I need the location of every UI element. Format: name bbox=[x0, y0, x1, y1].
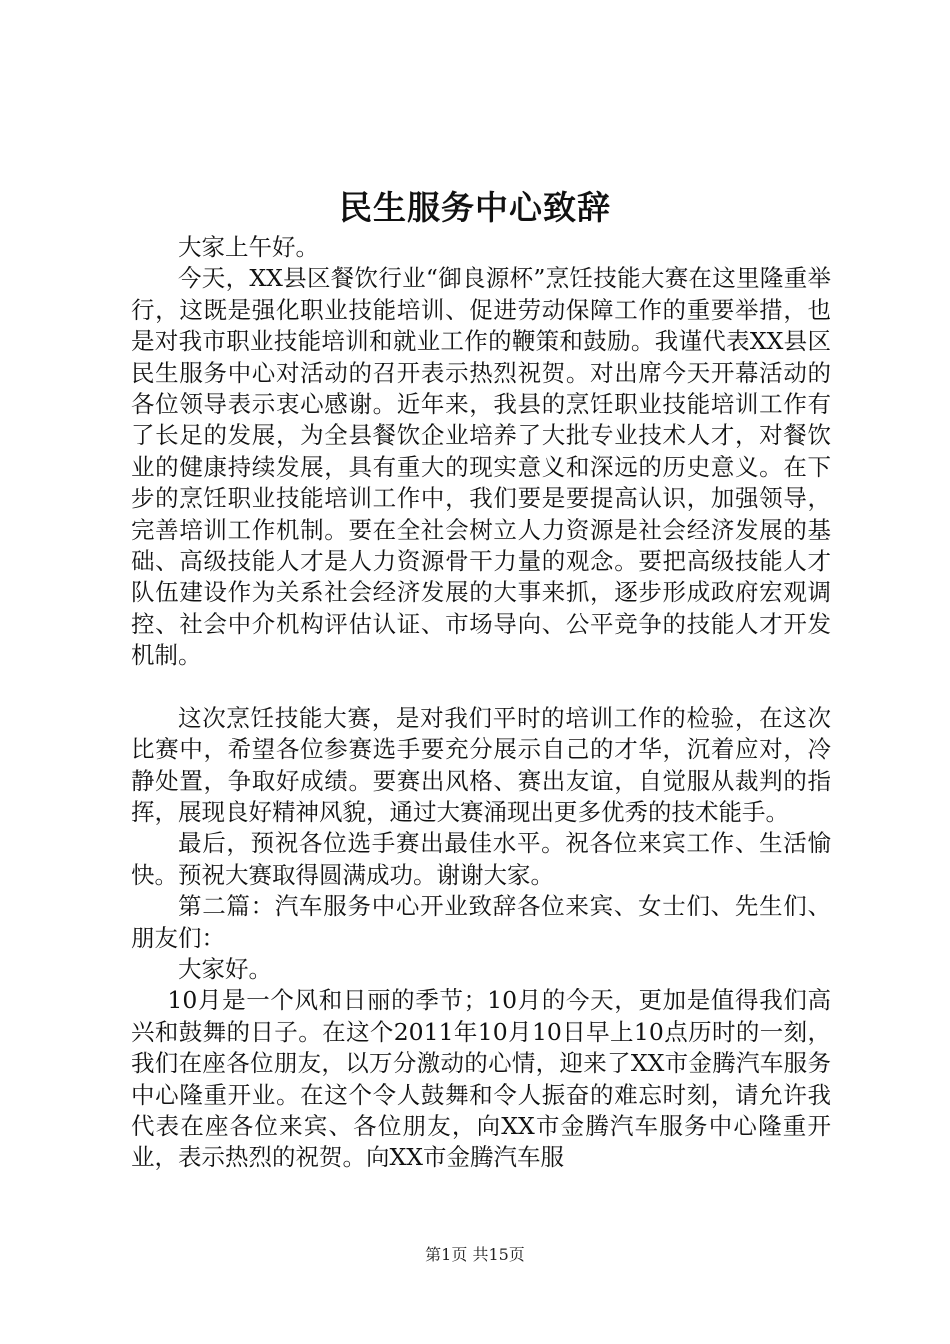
paragraph-closing-wishes: 最后，预祝各位选手赛出最佳水平。祝各位来宾工作、生活愉快。预祝大赛取得圆满成功。谢谢大家。 bbox=[131, 829, 831, 889]
paragraph-second-greeting: 大家好。 bbox=[178, 954, 272, 983]
paragraph-greeting: 大家上午好。 bbox=[178, 233, 319, 261]
document-body bbox=[131, 232, 831, 1174]
paragraph-opening-ceremony: 10月是一个风和日丽的季节；10月的今天，更加是值得我们高兴和鼓舞的日子。在这个2011年10月10日早上10点历时的一刻，我们在座各位朋友，以万分激动的心情，迎来了XX市金腾汽车服务中心隆重开业。在这个令人鼓舞和令人振奋的难忘时刻，请允许我代表在座各位来宾、各位朋友，向XX市金腾汽车服务中心隆重开业，表示热烈的祝贺。向XX市金腾汽车服 bbox=[131, 986, 831, 1172]
document-title: 民生服务中心致辞 bbox=[339, 188, 611, 227]
paragraph-competition: 这次烹饪技能大赛，是对我们平时的培训工作的检验，在这次比赛中，希望各位参赛选手要充分展示自己的才华，沉着应对，冷静处置，争取好成绩。要赛出风格、赛出友谊，自觉服从裁判的指挥，展现良好精神风貌，通过大赛涌现出更多优秀的技术能手。 bbox=[131, 703, 831, 826]
page-number-footer: 第1页 共15页 bbox=[425, 1245, 525, 1264]
paragraph-second-article-heading: 第二篇：汽车服务中心开业致辞各位来宾、女士们、先生们、朋友们： bbox=[131, 892, 831, 952]
paragraph-opening-remarks: 今天，XX县区餐饮行业“御良源杯”烹饪技能大赛在这里隆重举行，这既是强化职业技能培训、促进劳动保障工作的重要举措，也是对我市职业技能培训和就业工作的鞭策和鼓励。我谨代表XX县区民生服务中心对活动的召开表示热烈祝贺。对出席今天开幕活动的各位领导表示衷心感谢。近年来，我县的烹饪职业技能培训工作有了长足的发展，为全县餐饮企业培养了大批专业技术人才，对餐饮业的健康持续发展，具有重大的现实意义和深远的历史意义。在下步的烹饪职业技能培训工作中，我们要是要提高认识，加强领导，完善培训工作机制。要在全社会树立人力资源是社会经济发展的基础、高级技能人才是人力资源骨干力量的观念。要把高级技能人才队伍建设作为关系社会经济发展的大事来抓，逐步形成政府宏观调控、社会中介机构评估认证、市场导向、公平竞争的技能人才开发机制。 bbox=[131, 264, 831, 670]
